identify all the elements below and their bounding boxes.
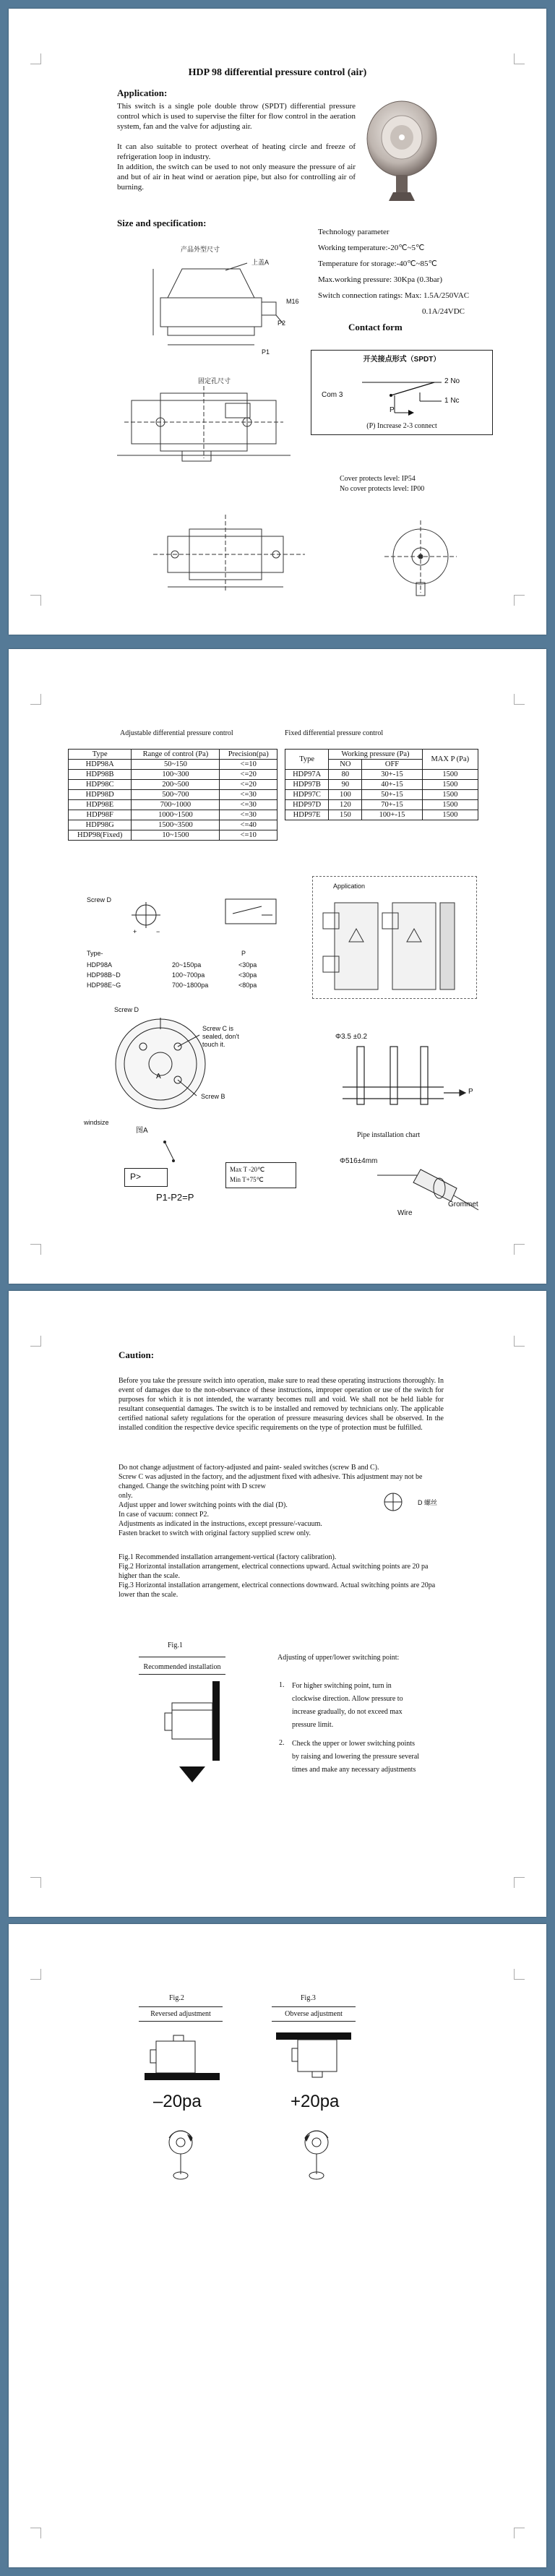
switch-symbol (159, 1138, 181, 1167)
wire-grommet-diagram (370, 1167, 486, 1224)
table-cell: 50~150 (132, 760, 220, 770)
contact-form-heading: Contact form (348, 322, 403, 332)
min-t-label: Min T+75℃ (230, 1176, 264, 1183)
tech-param-1: Working temperature:-20℃~5℃ (318, 244, 425, 252)
d-screw-label: D 螺丝 (418, 1499, 438, 1506)
application-drawing (313, 877, 476, 998)
table-row (69, 780, 278, 790)
size-spec-heading: Size and specification: (117, 218, 207, 228)
drawing-label-m16: M16 (286, 298, 299, 305)
table-row (69, 760, 278, 770)
fig2-title: Fig.2 (169, 1994, 184, 2002)
fixed-pressure-table (285, 749, 478, 820)
caution-paragraph-1: Before you take the pressure switch into operation, make sure to read these operating instructions thoroughly. In event of damages due to the non-observance of these instructions, improper operation or use of the switch for purposes for which it is not intended, the warranty becomes null and void. We shall not be held liable for resultant consequential damages. The switch is to be installed and removed by technicians only. The applicable certified national safety regulations for the operation of pressure measuring devices shall be observed. In the installed condition the respective device specific requirements on the type of protection must be fulfilled. (119, 1377, 444, 1432)
protect-nocover: No cover protects level: IP00 (340, 485, 425, 493)
fig2-value: –20pa (153, 2092, 202, 2111)
table-cell: 70+-15 (362, 800, 422, 810)
contact-box-title: 开关接点形式（SPDT） (363, 356, 441, 364)
application-text-1: This switch is a single pole double throw (SPDT) differential pressure control which is used to supervise the filter for flow control in the aeration system, fan and the valve for adjusting air. (117, 102, 356, 131)
table-header: MAX P (Pa) (422, 750, 478, 770)
fig1-drawing (150, 1681, 230, 1782)
table-cell: 80 (329, 770, 362, 780)
table-cell: HDP97D (285, 800, 329, 810)
adjust-item-1: For higher switching point, turn in clockwise direction. Allow pressure to increase gradually, do not exceed max pressure limit. (292, 1682, 403, 1729)
pipe-dim-label: Φ3.5 ±0.2 (335, 1033, 368, 1041)
tech-param-4: Switch connection ratings: Max: 1.5A/250VAC (318, 291, 470, 300)
table-row (285, 770, 478, 780)
fig1-rule-bottom (139, 1674, 225, 1675)
table-cell: 40+-15 (362, 780, 422, 790)
table-cell: 700~1000 (132, 800, 220, 810)
type-row-1-p: <30pa (238, 971, 257, 979)
adjust-item-2: Check the upper or lower switching points by raising and lowering the pressure several times and make any necessary adjustments (292, 1740, 420, 1774)
fig3-value: +20pa (291, 2092, 340, 2111)
tech-param-extra: 0.1A/24VDC (422, 307, 465, 316)
application-text-3: In addition, the switch can be used to not only measure the pressure of air and but of air in heat wind or aeration pipe, but also for controlling air of burning. (117, 163, 356, 192)
caution-line-6: Fasten bracket to switch with original factory supplied screw only. (119, 1529, 311, 1537)
table-subheader: NO (329, 760, 362, 770)
table-cell: <=30 (220, 790, 278, 800)
fig2-dial (159, 2124, 202, 2181)
table-cell: HDP98(Fixed) (69, 830, 132, 841)
table-cell: HDP98B (69, 770, 132, 780)
table-cell: <=30 (220, 810, 278, 820)
fig-note-0: Fig.1 Recommended installation arrangement-vertical (factory calibration). (119, 1553, 337, 1561)
fig-note-1: Fig.2 Horizontal installation arrangement, electrical connections upward. Actual switching points are 20 pa higher than the scale. (119, 1563, 429, 1580)
table-cell: 100 (329, 790, 362, 800)
screw-c-note: Screw C is sealed, don't touch it. (202, 1025, 239, 1048)
table-cell: HDP98E (69, 800, 132, 810)
type-row-2-name: HDP98E~G (87, 982, 121, 989)
right-table-caption: Fixed differential pressure control (285, 729, 384, 737)
adjustable-pressure-table (68, 749, 278, 841)
table-cell: HDP97A (285, 770, 329, 780)
table-cell: HDP97C (285, 790, 329, 800)
fig1-caption: Recommended installation (143, 1663, 221, 1671)
caution-heading: Caution: (119, 1349, 155, 1360)
table-cell: 120 (329, 800, 362, 810)
fig3-title: Fig.3 (301, 1994, 316, 2002)
fig-note-2: Fig.3 Horizontal installation arrangement, electrical connections downward. Actual switching points are 20pa lower than the scale. (119, 1581, 436, 1599)
table-cell: <=20 (220, 780, 278, 790)
table-cell: 1500 (422, 770, 478, 780)
fig3-caption: Obverse adjustment (285, 2010, 343, 2018)
table-row (69, 830, 278, 841)
pipe-chart-caption: Pipe installation chart (357, 1131, 421, 1139)
table-cell: 1500 (422, 790, 478, 800)
table-cell: 50+-15 (362, 790, 422, 800)
document-page-4 (9, 1924, 546, 2567)
document-page-1 (9, 9, 546, 635)
drawing-label-p1: P1 (262, 348, 270, 356)
grommet-label: Grommet (448, 1201, 478, 1208)
table-subheader: OFF (362, 760, 422, 770)
table-cell: 500~700 (132, 790, 220, 800)
type-row-1-range: 100~700pa (172, 971, 205, 979)
table-row (69, 810, 278, 820)
caution-line-0: Do not change adjustment of factory-adjusted and paint- sealed switches (screw B and C). (119, 1464, 379, 1472)
table-row (285, 780, 478, 790)
svg-text:+: + (133, 928, 137, 935)
table-header: Type (285, 750, 329, 770)
table-row (285, 810, 478, 820)
caution-line-5: Adjustments as indicated in the instructions, except pressure/-vacuum. (119, 1520, 322, 1528)
drawing-label-fixing: 固定孔尺寸 (198, 377, 231, 385)
type-row-0-p: <30pa (238, 961, 257, 969)
contact-label-com: Com 3 (322, 391, 343, 399)
fig2-caption: Reversed adjustment (150, 2010, 211, 2018)
table-cell: 90 (329, 780, 362, 790)
type-row-2-p: <80pa (238, 982, 257, 989)
adjust-item-1-num: 1. (279, 1681, 285, 1689)
product-outline-drawing (139, 254, 291, 356)
table-cell: HDP98C (69, 780, 132, 790)
contact-diagram-box (311, 350, 493, 435)
fig3-rule-top (272, 2006, 356, 2007)
screw-d-label: Screw D (87, 896, 112, 903)
fig2-drawing (145, 2030, 224, 2087)
side-view-drawing (153, 515, 312, 594)
type-row-2-range: 700~1800pa (172, 982, 209, 989)
type-row-1-name: HDP98B~D (87, 971, 121, 979)
table-row (285, 800, 478, 810)
svg-text:A: A (156, 1073, 161, 1081)
pipe-p-label: P (468, 1088, 473, 1096)
document-page-2 (9, 649, 546, 1284)
type-p-label: P (241, 950, 246, 957)
table-cell: 1000~1500 (132, 810, 220, 820)
page-title: HDP 98 differential pressure control (air) (188, 67, 367, 78)
adjust-item-2-num: 2. (279, 1739, 285, 1747)
drawing-label-p2: P2 (278, 319, 286, 327)
contact-label-nc: 1 Nc (444, 397, 460, 405)
p-box-label: P> (130, 1172, 142, 1182)
table-cell: HDP98G (69, 820, 132, 830)
left-table-caption: Adjustable differential pressure control (120, 729, 233, 737)
table-cell: 100+-15 (362, 810, 422, 820)
fig3-drawing (276, 2030, 356, 2087)
type-label: Type- (87, 950, 103, 957)
table-cell: 10~1500 (132, 830, 220, 841)
wire-dim-label: Φ516±4mm (340, 1157, 378, 1165)
fig3-rule-bottom (272, 2021, 356, 2022)
caution-line-2: only. (119, 1492, 133, 1500)
table-cell: 100~300 (132, 770, 220, 780)
svg-text:−: − (156, 928, 160, 935)
application-box-label: Application (333, 883, 366, 890)
table-cell: 30+-15 (362, 770, 422, 780)
type-row-0-range: 20~150pa (172, 961, 202, 969)
table-cell: 150 (329, 810, 362, 820)
adjust-intro: Adjusting of upper/lower switching point: (278, 1654, 400, 1662)
table-row (285, 790, 478, 800)
protect-cover: Cover protects level: IP54 (340, 475, 416, 483)
tech-param-3: Max.working pressure: 30Kpa (0.3bar) (318, 275, 442, 284)
fig-a-label: 图A (136, 1127, 148, 1135)
table-cell: 200~500 (132, 780, 220, 790)
tech-param-0: Technology parameter (318, 228, 390, 236)
table-cell: <=10 (220, 830, 278, 841)
table-header: Working pressure (Pa) (329, 750, 422, 760)
max-t-label: Max T -20℃ (230, 1166, 265, 1173)
table-cell: <=40 (220, 820, 278, 830)
fig2-rule-top (139, 2006, 223, 2007)
windsize-label: windsize (84, 1119, 109, 1126)
fixing-drawing (117, 386, 298, 465)
table-cell: HDP98D (69, 790, 132, 800)
contact-label-p: P (390, 406, 395, 414)
table-cell: HDP97B (285, 780, 329, 790)
formula-label: P1-P2=P (156, 1192, 194, 1203)
application-text-2: It can also suitable to protect overheat of heating circle and freeze of refrigeration loop in industry. (117, 142, 356, 161)
table-cell: 1500 (422, 780, 478, 790)
fig1-title: Fig.1 (168, 1641, 183, 1649)
table-cell: 1500~3500 (132, 820, 220, 830)
screw-b-label: Screw B (201, 1093, 225, 1100)
table-cell: <=20 (220, 770, 278, 780)
caution-line-1: Screw C was adjusted in the factory, and the adjustment fixed with adhesive. This adjustment may not be changed. Change the switching point with D screw (119, 1473, 423, 1490)
screw-d-label-2: Screw D (114, 1006, 139, 1013)
table-cell: 1500 (422, 800, 478, 810)
caution-line-3: Adjust upper and lower switching points with the dial (D). (119, 1501, 288, 1509)
caution-line-4: In case of vacuum: connect P2. (119, 1511, 209, 1519)
table-cell: HDP98A (69, 760, 132, 770)
screw-d-diagram (117, 893, 291, 937)
fig3-dial (295, 2124, 338, 2181)
pipe-installation-diagram (335, 1042, 480, 1122)
table-header: Range of control (Pa) (132, 750, 220, 760)
d-screw-diagram (374, 1487, 418, 1516)
drawing-label-outline: 产品外型尺寸 (181, 246, 220, 253)
table-cell: <=30 (220, 800, 278, 810)
contact-label-no: 2 No (444, 377, 460, 385)
table-cell: <=10 (220, 760, 278, 770)
front-view-drawing (384, 520, 457, 600)
table-header: Type (69, 750, 132, 760)
drawing-label-cover: 上盖A (251, 259, 270, 266)
application-box (312, 876, 477, 999)
wire-label: Wire (397, 1209, 413, 1217)
table-row (69, 770, 278, 780)
table-row (69, 800, 278, 810)
table-header: Precision(pa) (220, 750, 278, 760)
table-cell: HDP97E (285, 810, 329, 820)
document-page-3 (9, 1291, 546, 1917)
table-row (69, 790, 278, 800)
tech-param-2: Temperature for storage:-40℃~85℃ (318, 259, 437, 268)
table-row (69, 820, 278, 830)
fig2-rule-bottom (139, 2021, 223, 2022)
application-heading: Application: (117, 87, 168, 98)
table-cell: 1500 (422, 810, 478, 820)
table-cell: HDP98F (69, 810, 132, 820)
contact-caption: (P) Increase 2-3 connect (366, 422, 437, 430)
product-photo (364, 94, 439, 202)
type-row-0-name: HDP98A (87, 961, 113, 969)
